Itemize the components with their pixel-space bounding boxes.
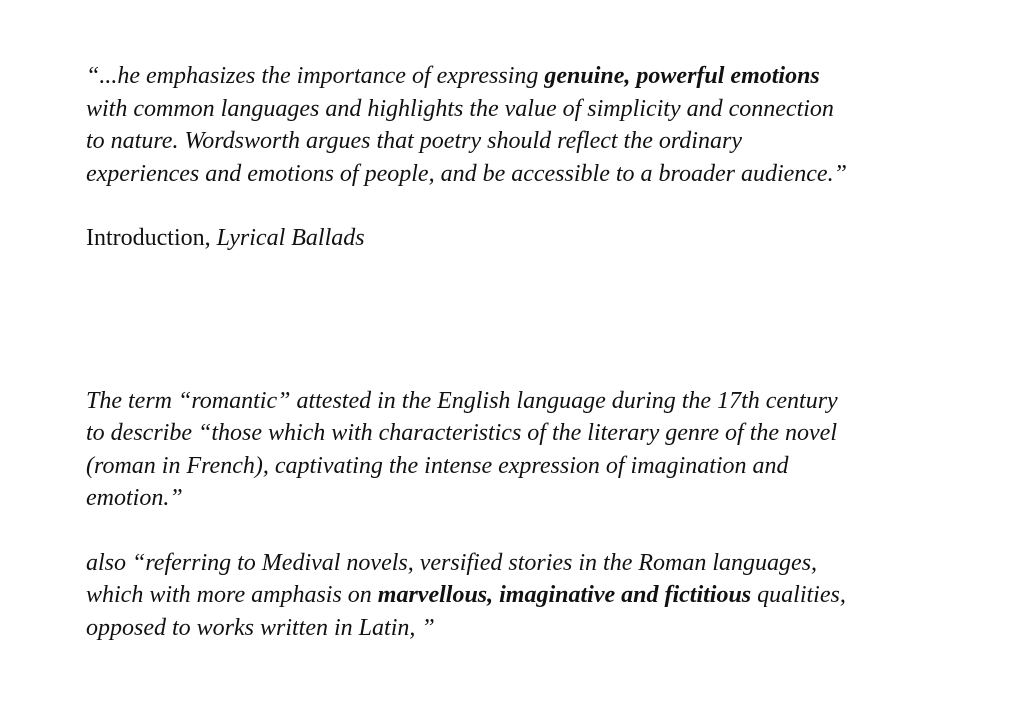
quote3-line-2	[86, 579, 986, 612]
quote2-line-2: to describe “those which with characteristics of the literary genre of the novel	[86, 420, 837, 446]
quote1-text: “...he emphasizes the importance of expressing	[86, 63, 545, 89]
quote3-emphasis: marvellous, imaginative and fictitious	[377, 582, 752, 608]
quote2-line-4: emotion.”	[86, 485, 183, 511]
medieval-novels-quote	[86, 547, 986, 645]
source-prefix: Introduction,	[86, 225, 217, 251]
quote3-line-3: opposed to works written in Latin, ”	[86, 614, 435, 641]
source-title: Lyrical Ballads	[216, 225, 365, 251]
quote2-line-3: (roman in French), captivating the intense expression of imagination and	[86, 452, 789, 479]
quote3-text-end: qualities,	[751, 582, 846, 608]
wordsworth-quote	[86, 60, 986, 190]
document-page	[86, 60, 986, 644]
quote1-line-3: to nature. Wordsworth argues that poetry should reflect the ordinary	[86, 128, 742, 154]
quote1-line-2: with common languages and highlights the value of simplicity and connection	[86, 95, 834, 122]
quote1-line-4: experiences and emotions of people, and be accessible to a broader audience.”	[86, 160, 847, 187]
quote3-text: which with more amphasis on	[86, 582, 378, 608]
quote1-line-1	[86, 60, 986, 93]
quote2-line-1: The term “romantic” attested in the English language during the 17th century	[86, 387, 838, 414]
romantic-definition-quote	[86, 385, 986, 515]
quote1-emphasis: genuine, powerful emotions	[544, 63, 820, 89]
quote3-line-1: also “referring to Medival novels, versified stories in the Roman languages,	[86, 549, 818, 576]
quote-source	[86, 222, 986, 255]
